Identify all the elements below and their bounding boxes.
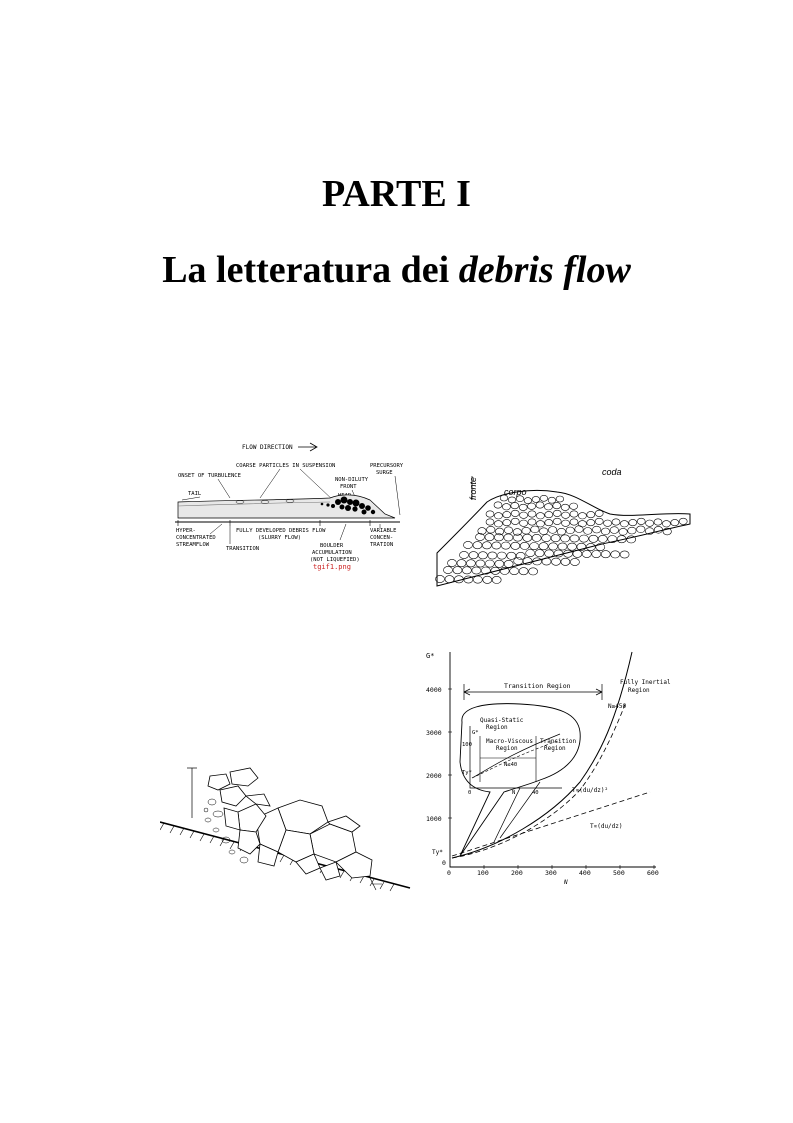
xtick-300: 300 [545,869,557,877]
pebble [562,520,570,526]
pebble [504,560,513,567]
surge-profile-figure [432,458,697,588]
precursory-label-1: PRECURSORY [370,463,404,469]
pebble [507,552,516,559]
pebble [526,550,535,557]
boulder-label-1: BOULDER [320,543,344,549]
pebble [529,568,538,575]
pebble [514,558,523,565]
transition-region-label: Transition Region [504,682,571,690]
inset-x0: 0 [468,790,472,796]
pebble [502,504,510,510]
pebble [466,560,475,567]
pebble [548,527,556,534]
pebble [520,542,529,549]
pebble [488,552,497,559]
pebble [654,526,662,533]
pebble [553,518,561,524]
pebble [460,551,469,558]
pebble [520,512,528,518]
pebble [494,502,502,508]
pebble [582,550,591,557]
pebble [523,558,532,565]
coda-label: coda [602,467,622,477]
inset-xn: N [512,790,516,796]
pebble [536,521,544,527]
coarse-label: COARSE PARTICLES IN SUSPENSION [236,463,336,469]
inset-g-label: G* [472,730,479,736]
pebble [462,567,471,574]
pebble [513,529,521,536]
onset-label: ONSET OF TURBULENCE [178,473,241,479]
surge-schematic-figure [170,440,420,590]
xtick-500: 500 [613,869,625,877]
pebble [593,526,601,533]
inset-balloon [460,704,580,856]
pebble [551,535,560,542]
fully-inertial-label-1: Fully Inertial [620,679,671,686]
pebble [511,542,520,549]
ytick-2000: 2000 [426,772,442,780]
pebble [530,543,539,550]
pebble [504,534,513,541]
pebble [592,551,601,558]
ytick-0: 0 [442,859,446,867]
inset-ty: Ty* [462,770,472,776]
pebble [492,542,501,549]
pebble [472,567,481,574]
section-title [0,248,793,292]
pebble [570,511,578,517]
pebble [540,528,548,535]
pebble [464,576,473,583]
section-title-prefix: La letteratura dei [162,249,459,291]
pebble [486,519,494,525]
pebble [573,550,582,557]
pebble [497,552,506,559]
pebble [483,576,492,583]
pebble [553,502,561,508]
tail-label: TAIL [188,491,202,497]
pebble [485,534,494,541]
pebble [542,535,551,542]
inset-g100: 100 [462,742,472,748]
pebble [654,519,662,525]
pebble [476,560,485,567]
hyper-label-1: HYPER- [176,528,196,534]
pebble [504,527,512,534]
pebble [601,528,609,535]
pebble [501,542,510,549]
fully-developed-label-1: FULLY DEVELOPED DEBRIS FLOW [236,528,326,534]
boulder-label-3: (NOT LIQUEFIED) [310,557,360,563]
pebble [601,551,610,558]
pebble [595,510,603,516]
nondilute-label-1: NON-DILUTY [335,477,369,483]
pebble [448,559,457,566]
pebble [482,542,491,549]
n-ge-450-label: N≥450 [608,703,627,710]
pebble [566,527,574,534]
pebble [637,526,645,533]
pebble [620,551,629,558]
fully-inertial-label-2: Region [628,687,650,694]
precursory-label-2: SURGE [376,470,393,476]
pebble [568,543,577,550]
pebble [478,552,487,559]
x-axis-label: N [564,879,568,886]
xtick-200: 200 [511,869,523,877]
hyper-label-3: STREAMFLOW [176,542,210,548]
pebble [611,551,620,558]
xtick-400: 400 [579,869,591,877]
tau-squared-label: T∝(du/dz)² [572,787,609,794]
pebble [549,543,558,550]
inset-quasi-2: Region [486,724,508,731]
pebble [545,550,554,557]
g-vs-n-graph [420,642,680,892]
fully-developed-label-2: (SLURRY FLOW) [258,535,302,541]
nondilute-label-2: FRONT [340,484,357,490]
pebble [516,552,525,559]
pebble [545,519,553,525]
fronte-label: fronte [468,476,478,500]
boulder-front-figure [160,760,415,895]
pebble [495,560,504,567]
pebble [536,513,544,519]
pebble [627,536,636,543]
pebble [511,518,519,524]
pebble [598,535,607,542]
pebble [587,511,595,517]
pebble [679,518,687,524]
pebble [561,535,570,542]
pebble [536,502,544,508]
pebble [478,528,486,535]
pebble [620,521,628,527]
pebble [492,576,501,583]
pebble [579,535,588,542]
pebble [544,504,552,510]
pebble [469,552,478,559]
section-title-emphasis: debris flow [458,249,631,291]
pebble [587,519,595,525]
pebble [561,504,569,510]
pebble [542,558,551,565]
tau-linear-label: T∝(du/dz) [590,823,623,830]
flow-direction-label: FLOW DIRECTION [242,444,293,451]
pebble [494,521,502,527]
pebble [671,519,679,525]
pebble [503,511,511,517]
inset-quasi-1: Quasi-Static [480,717,524,724]
pebble [595,518,603,524]
pebble [629,519,637,525]
figure-filename: tgif1.png [313,563,351,571]
pebble [511,510,519,516]
inset-macro-2: Region [496,745,518,752]
pebble [539,543,548,550]
pebble [637,518,645,524]
pebble [473,576,482,583]
pebble [457,560,466,567]
pebble [520,520,528,526]
pebble [570,535,579,542]
pebble [485,560,494,567]
pebble [561,558,570,565]
pebble [619,528,627,535]
pebble [453,567,462,574]
boulder-label-2: ACCUMULATION [312,550,352,556]
pebble [524,498,532,504]
pebble [610,527,618,534]
corpo-label: corpo [504,487,527,497]
pebble [445,576,454,583]
pebble [522,527,530,534]
pebble [604,520,612,526]
pebble [548,497,556,503]
pebble [531,526,539,533]
pebble [528,519,536,525]
ytick-4000: 4000 [426,686,442,694]
y-axis-label: G* [426,652,435,660]
xtick-600: 600 [647,869,659,877]
pebble [486,511,494,517]
inset-trans-1: Transition [540,738,577,745]
tau-y-label: Ty* [432,849,443,856]
pebble [578,521,586,527]
inset-n40: N≤40 [504,762,518,768]
pebble [570,519,578,525]
pebble [562,512,570,518]
pebble [553,510,561,516]
pebble [519,504,527,510]
xtick-100: 100 [477,869,489,877]
pebble [558,543,567,550]
pebble [556,496,564,502]
pebble [554,550,563,557]
pebble [535,550,544,557]
pebble [532,496,540,502]
pebble [487,526,495,533]
inset-macro-1: Macro-Viscous [486,738,533,745]
transition-label: TRANSITION [226,546,260,552]
ytick-1000: 1000 [426,815,442,823]
pebble [444,566,453,573]
variable-label-2: CONCEN- [370,535,394,541]
pebble [540,495,548,501]
pebble [584,528,592,535]
inset-trans-2: Region [544,745,566,752]
pebble [464,541,473,548]
pebble [578,513,586,519]
pebble [570,503,578,509]
pebble [612,519,620,525]
pebble [473,542,482,549]
pebble [589,535,598,542]
pebble [662,521,670,527]
ytick-3000: 3000 [426,729,442,737]
inset-x40: 40 [532,790,539,796]
pebble [532,534,541,541]
part-heading: PARTE I [322,173,471,215]
pebble [528,503,536,509]
pebble [528,511,536,517]
variable-label-3: TRATION [370,542,394,548]
hyper-label-2: CONCENTRATED [176,535,216,541]
pebble [552,558,561,565]
pebble [508,497,516,503]
pebble [503,519,511,525]
xtick-0: 0 [447,869,451,877]
pebble [557,528,565,535]
pebble [511,502,519,508]
pebble [628,527,636,534]
flow-arrow-icon [298,443,317,451]
variable-label-1: VARIABLE [370,528,397,534]
pebble [523,534,532,541]
pebble [646,520,654,526]
pebble [510,568,519,575]
pebble [519,568,528,575]
pebble [545,511,553,517]
pebble [570,558,579,565]
pebble [494,513,502,519]
